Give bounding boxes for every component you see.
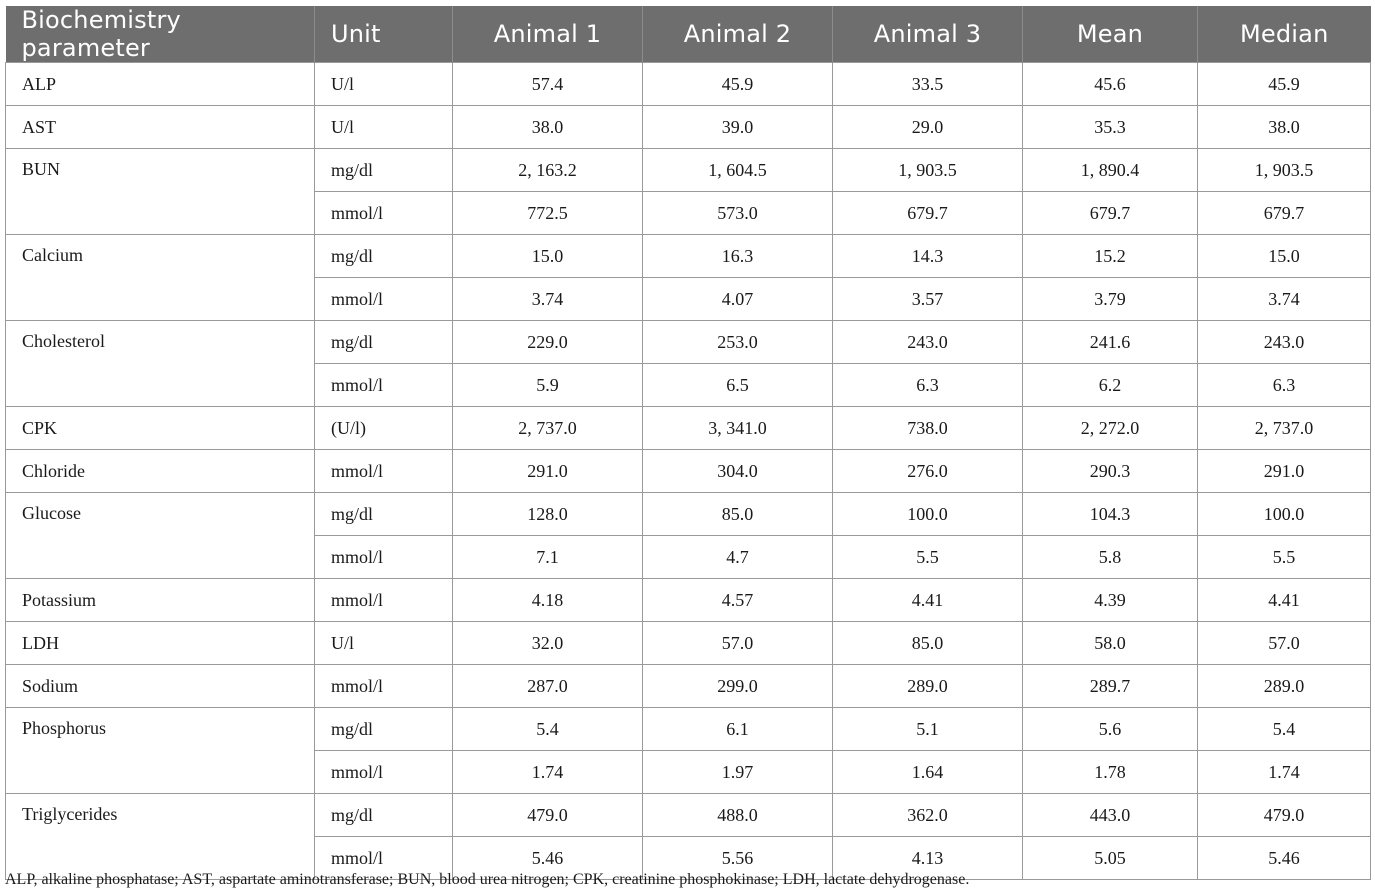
- mean-cell: 45.6: [1023, 63, 1198, 106]
- animal-2-cell: 4.57: [643, 579, 833, 622]
- animal-2-cell: 16.3: [643, 235, 833, 278]
- animal-2-cell: 299.0: [643, 665, 833, 708]
- median-cell: 1, 903.5: [1198, 149, 1371, 192]
- unit-cell: mmol/l: [315, 665, 453, 708]
- animal-1-cell: 3.74: [453, 278, 643, 321]
- unit-cell: mmol/l: [315, 579, 453, 622]
- mean-cell: 5.05: [1023, 837, 1198, 880]
- parameter-cell: Cholesterol: [6, 321, 315, 407]
- unit-cell: mmol/l: [315, 278, 453, 321]
- animal-2-cell: 39.0: [643, 106, 833, 149]
- unit-cell: mg/dl: [315, 493, 453, 536]
- mean-cell: 241.6: [1023, 321, 1198, 364]
- unit-cell: mmol/l: [315, 536, 453, 579]
- header-parameter: Biochemistry parameter: [6, 6, 315, 63]
- animal-1-cell: 128.0: [453, 493, 643, 536]
- parameter-cell: Chloride: [6, 450, 315, 493]
- animal-2-cell: 6.1: [643, 708, 833, 751]
- header-mean: Mean: [1023, 6, 1198, 63]
- animal-1-cell: 291.0: [453, 450, 643, 493]
- median-cell: 45.9: [1198, 63, 1371, 106]
- mean-cell: 5.8: [1023, 536, 1198, 579]
- table-row: [6, 708, 1371, 751]
- mean-cell: 58.0: [1023, 622, 1198, 665]
- unit-cell: mmol/l: [315, 837, 453, 880]
- animal-3-cell: 679.7: [833, 192, 1023, 235]
- animal-3-cell: 4.41: [833, 579, 1023, 622]
- parameter-cell: LDH: [6, 622, 315, 665]
- animal-2-cell: 4.07: [643, 278, 833, 321]
- header-unit: Unit: [315, 6, 453, 63]
- parameter-cell: Glucose: [6, 493, 315, 579]
- animal-1-cell: 772.5: [453, 192, 643, 235]
- mean-cell: 2, 272.0: [1023, 407, 1198, 450]
- animal-1-cell: 479.0: [453, 794, 643, 837]
- median-cell: 2, 737.0: [1198, 407, 1371, 450]
- median-cell: 4.41: [1198, 579, 1371, 622]
- table-row: [6, 794, 1371, 837]
- mean-cell: 15.2: [1023, 235, 1198, 278]
- median-cell: 57.0: [1198, 622, 1371, 665]
- animal-1-cell: 2, 163.2: [453, 149, 643, 192]
- animal-1-cell: 229.0: [453, 321, 643, 364]
- animal-2-cell: 85.0: [643, 493, 833, 536]
- median-cell: 289.0: [1198, 665, 1371, 708]
- mean-cell: 3.79: [1023, 278, 1198, 321]
- animal-1-cell: 2, 737.0: [453, 407, 643, 450]
- animal-3-cell: 4.13: [833, 837, 1023, 880]
- animal-3-cell: 3.57: [833, 278, 1023, 321]
- unit-cell: U/l: [315, 106, 453, 149]
- animal-3-cell: 1.64: [833, 751, 1023, 794]
- animal-3-cell: 33.5: [833, 63, 1023, 106]
- animal-2-cell: 3, 341.0: [643, 407, 833, 450]
- animal-1-cell: 15.0: [453, 235, 643, 278]
- median-cell: 1.74: [1198, 751, 1371, 794]
- parameter-cell: Potassium: [6, 579, 315, 622]
- animal-3-cell: 5.1: [833, 708, 1023, 751]
- header-animal-1: Animal 1: [453, 6, 643, 63]
- median-cell: 6.3: [1198, 364, 1371, 407]
- table-row: [6, 149, 1371, 192]
- animal-1-cell: 5.4: [453, 708, 643, 751]
- parameter-cell: AST: [6, 106, 315, 149]
- median-cell: 291.0: [1198, 450, 1371, 493]
- mean-cell: 1.78: [1023, 751, 1198, 794]
- table-body: [6, 63, 1371, 880]
- animal-3-cell: 5.5: [833, 536, 1023, 579]
- unit-cell: U/l: [315, 63, 453, 106]
- table-row: [6, 493, 1371, 536]
- mean-cell: 289.7: [1023, 665, 1198, 708]
- animal-2-cell: 57.0: [643, 622, 833, 665]
- unit-cell: mg/dl: [315, 149, 453, 192]
- unit-cell: mmol/l: [315, 450, 453, 493]
- table-row: [6, 450, 1371, 493]
- median-cell: 679.7: [1198, 192, 1371, 235]
- animal-3-cell: 289.0: [833, 665, 1023, 708]
- unit-cell: mg/dl: [315, 794, 453, 837]
- animal-3-cell: 85.0: [833, 622, 1023, 665]
- median-cell: 100.0: [1198, 493, 1371, 536]
- animal-1-cell: 4.18: [453, 579, 643, 622]
- table-row: [6, 407, 1371, 450]
- unit-cell: mg/dl: [315, 708, 453, 751]
- animal-3-cell: 100.0: [833, 493, 1023, 536]
- table-row: [6, 622, 1371, 665]
- biochemistry-table-container: [5, 6, 1370, 880]
- animal-3-cell: 362.0: [833, 794, 1023, 837]
- table-row: [6, 321, 1371, 364]
- mean-cell: 104.3: [1023, 493, 1198, 536]
- median-cell: 5.5: [1198, 536, 1371, 579]
- unit-cell: mmol/l: [315, 192, 453, 235]
- mean-cell: 443.0: [1023, 794, 1198, 837]
- animal-1-cell: 1.74: [453, 751, 643, 794]
- animal-2-cell: 488.0: [643, 794, 833, 837]
- animal-3-cell: 14.3: [833, 235, 1023, 278]
- header-row: [6, 6, 1371, 63]
- animal-2-cell: 45.9: [643, 63, 833, 106]
- animal-2-cell: 5.56: [643, 837, 833, 880]
- median-cell: 3.74: [1198, 278, 1371, 321]
- parameter-cell: Sodium: [6, 665, 315, 708]
- animal-3-cell: 29.0: [833, 106, 1023, 149]
- animal-3-cell: 6.3: [833, 364, 1023, 407]
- median-cell: 15.0: [1198, 235, 1371, 278]
- table-row: [6, 235, 1371, 278]
- unit-cell: U/l: [315, 622, 453, 665]
- animal-3-cell: 243.0: [833, 321, 1023, 364]
- animal-2-cell: 6.5: [643, 364, 833, 407]
- unit-cell: mg/dl: [315, 321, 453, 364]
- animal-2-cell: 573.0: [643, 192, 833, 235]
- animal-1-cell: 5.9: [453, 364, 643, 407]
- animal-3-cell: 1, 903.5: [833, 149, 1023, 192]
- animal-1-cell: 38.0: [453, 106, 643, 149]
- mean-cell: 679.7: [1023, 192, 1198, 235]
- parameter-cell: Phosphorus: [6, 708, 315, 794]
- unit-cell: mg/dl: [315, 235, 453, 278]
- median-cell: 38.0: [1198, 106, 1371, 149]
- mean-cell: 290.3: [1023, 450, 1198, 493]
- mean-cell: 4.39: [1023, 579, 1198, 622]
- header-median: Median: [1198, 6, 1371, 63]
- animal-3-cell: 276.0: [833, 450, 1023, 493]
- animal-1-cell: 32.0: [453, 622, 643, 665]
- animal-1-cell: 287.0: [453, 665, 643, 708]
- table-header: [6, 6, 1371, 63]
- parameter-cell: ALP: [6, 63, 315, 106]
- unit-cell: mmol/l: [315, 751, 453, 794]
- animal-2-cell: 4.7: [643, 536, 833, 579]
- animal-2-cell: 1.97: [643, 751, 833, 794]
- header-animal-2: Animal 2: [643, 6, 833, 63]
- animal-1-cell: 7.1: [453, 536, 643, 579]
- biochemistry-table: [5, 6, 1371, 880]
- mean-cell: 35.3: [1023, 106, 1198, 149]
- animal-2-cell: 253.0: [643, 321, 833, 364]
- median-cell: 5.46: [1198, 837, 1371, 880]
- table-row: [6, 106, 1371, 149]
- parameter-cell: Triglycerides: [6, 794, 315, 880]
- animal-2-cell: 1, 604.5: [643, 149, 833, 192]
- mean-cell: 1, 890.4: [1023, 149, 1198, 192]
- animal-2-cell: 304.0: [643, 450, 833, 493]
- median-cell: 479.0: [1198, 794, 1371, 837]
- mean-cell: 6.2: [1023, 364, 1198, 407]
- median-cell: 5.4: [1198, 708, 1371, 751]
- table-footnote: ALP, alkaline phosphatase; AST, aspartate aminotransferase; BUN, blood urea nitrogen; CPK, creatinine phosphokinase; LDH, lactate dehydrogenase.: [5, 871, 970, 888]
- mean-cell: 5.6: [1023, 708, 1198, 751]
- unit-cell: (U/l): [315, 407, 453, 450]
- table-row: [6, 63, 1371, 106]
- unit-cell: mmol/l: [315, 364, 453, 407]
- table-row: [6, 579, 1371, 622]
- parameter-cell: Calcium: [6, 235, 315, 321]
- animal-3-cell: 738.0: [833, 407, 1023, 450]
- table-row: [6, 665, 1371, 708]
- header-animal-3: Animal 3: [833, 6, 1023, 63]
- parameter-cell: CPK: [6, 407, 315, 450]
- animal-1-cell: 5.46: [453, 837, 643, 880]
- parameter-cell: BUN: [6, 149, 315, 235]
- median-cell: 243.0: [1198, 321, 1371, 364]
- animal-1-cell: 57.4: [453, 63, 643, 106]
